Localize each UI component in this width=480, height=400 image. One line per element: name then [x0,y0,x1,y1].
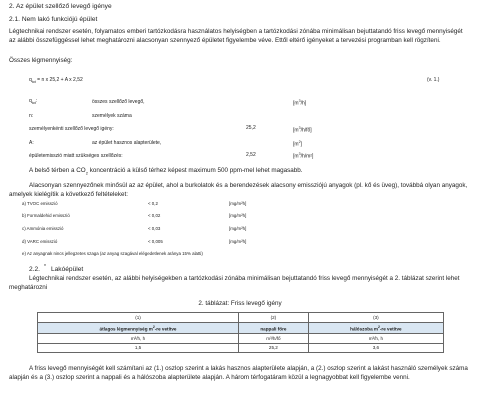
formula-rhs: = n x 25,2 + A x 2,52 [37,77,83,83]
table-cell: (3) [308,313,443,323]
table-header-row [38,322,444,333]
legend-value: 2,52 [246,152,256,158]
legend-unit: $[m^3/h]$ [293,99,307,107]
formula-reference: (v. 1.) [427,77,440,83]
section-2-2-title: Lakóépület [50,266,84,274]
legend-symbol: A: [29,140,34,146]
emission-value: < 0,02 [148,213,161,218]
total-air-label: Összes légmennyiség: [9,57,73,64]
emission-value: < 0,005 [148,239,163,244]
table-cell: m³/h, h [38,333,239,343]
legend-unit: $[m^2]$ [293,140,302,148]
co2-sentence: A belső térben a $CO_2$ koncentráció a külső térhez képest maximum 500 ppm-mel lehet magasabb. [29,167,303,176]
table-row [38,343,444,353]
table-title: 2. táblázat: Friss levegő igény [198,300,282,307]
emission-value: < 0,2 [148,201,158,206]
legend-symbol: n: [29,113,34,119]
fresh-air-table [37,312,444,353]
legend-symbol: épületemisszió miatt szükséges szellőzés: [29,153,123,159]
emission-label: c) Ammónia emisszió [22,226,64,231]
legend-symbol: személyenkénti szellőző levegő igény: [29,126,114,132]
table-row [38,313,444,323]
emission-label: b) Formaldehid emisszió [22,213,70,218]
section-2-2-heading [29,265,83,274]
table-cell: 25,2 [239,343,309,353]
legend-value: 25,2 [246,125,256,131]
emission-label: d) VARC emisszió [22,239,58,244]
table-cell: (1) [38,313,239,323]
table-cell: 1,5 [38,343,239,353]
low-pollution-paragraph: Alacsonyan szennyezőnek minősül az az épület, ahol a burkolatok és a berendezések alacsony emissziójú anyagok (pl. kő és üveg), továbbá olyan anyagok, amelyek kielégítik a következő feltételeket: [9,182,468,199]
emission-unit: [mg/m²h] [229,201,247,206]
table-row [38,333,444,343]
main-heading: 2. Az épület szellőző levegő igénye [9,3,112,10]
table-cell: m³/h, h [308,333,443,343]
formula-lhs: q [29,77,32,83]
emission-value: < 0,03 [148,226,161,231]
legend-description: összes szellőző levegő, [92,99,145,105]
table-cell: m³/h/fő [239,333,309,343]
table-header-cell: hálószoba $m^2-re$ vetítve [308,322,443,333]
legend-unit: $[m^3/h/m^2]$ [293,152,314,160]
table-cell: (2) [239,313,309,323]
legend-description: az épület hasznos alapterülete, [92,140,162,146]
section-2-1-paragraph: Légtechnikai rendszer esetén, folyamatos emberi tartózkodásra használatos helyiségben a tartózkodási zónába minimálisan bejuttatandó friss levegő mennyiségét az alábbi összefüggéssel lehet meghatározni alacsonyan szennyező épületet figyelembe véve. Ettől eltérő igényeket a tervezési programban kell rögzíteni. [9,28,463,45]
table-header-cell: átlagos légmennyiség $m^2-re$ vetítve [38,322,239,333]
formula [29,78,83,85]
closing-paragraph: A friss levegő mennyiségét kell számítani az (1.) oszlop szerint a lakás hasznos alapterülete alapján, a (2.) oszlop szerint a lakást használó személyek száma alapján és a (3.) oszlop szerint a nappali és a hálószoba alapterülete alapján. A három térfogatáram közül a legnagyobbat kell figyelembe venni. [9,365,468,382]
section-2-1-title: 2.1. Nem lakó funkciójú épület [9,16,98,23]
legend-unit: $[m^3/h/fő]$ [293,126,312,134]
emission-unit: [mg/m²h] [229,213,247,218]
table-cell: 3,6 [308,343,443,353]
section-2-2-number: 2.2. [29,266,40,274]
table-header-cell: nappali főre [239,322,309,333]
emission-note: e) Az anyagnak nincs jellegzetes szaga (az anyag szagával elégedetlenek aránya 15% alatti) [22,251,203,256]
amendment-marker: * [44,264,46,270]
emission-label: a) TVOC emisszió [22,201,58,206]
legend-description: személyek száma [92,113,132,119]
emission-unit: [mg/m²h] [229,226,247,231]
emission-unit: [mg/m²h] [229,239,247,244]
formula-lhs-sub: tot [31,80,36,84]
legend-symbol: $q_{tot}$: [29,98,38,105]
section-2-2-paragraph: Légtechnikai rendszer esetén, az alábbi helyiségekben a tartózkodási zónába minimálisan bejuttatandó friss levegő mennyiségét a 2. táblázat szerint lehet meghatározni [9,275,460,292]
